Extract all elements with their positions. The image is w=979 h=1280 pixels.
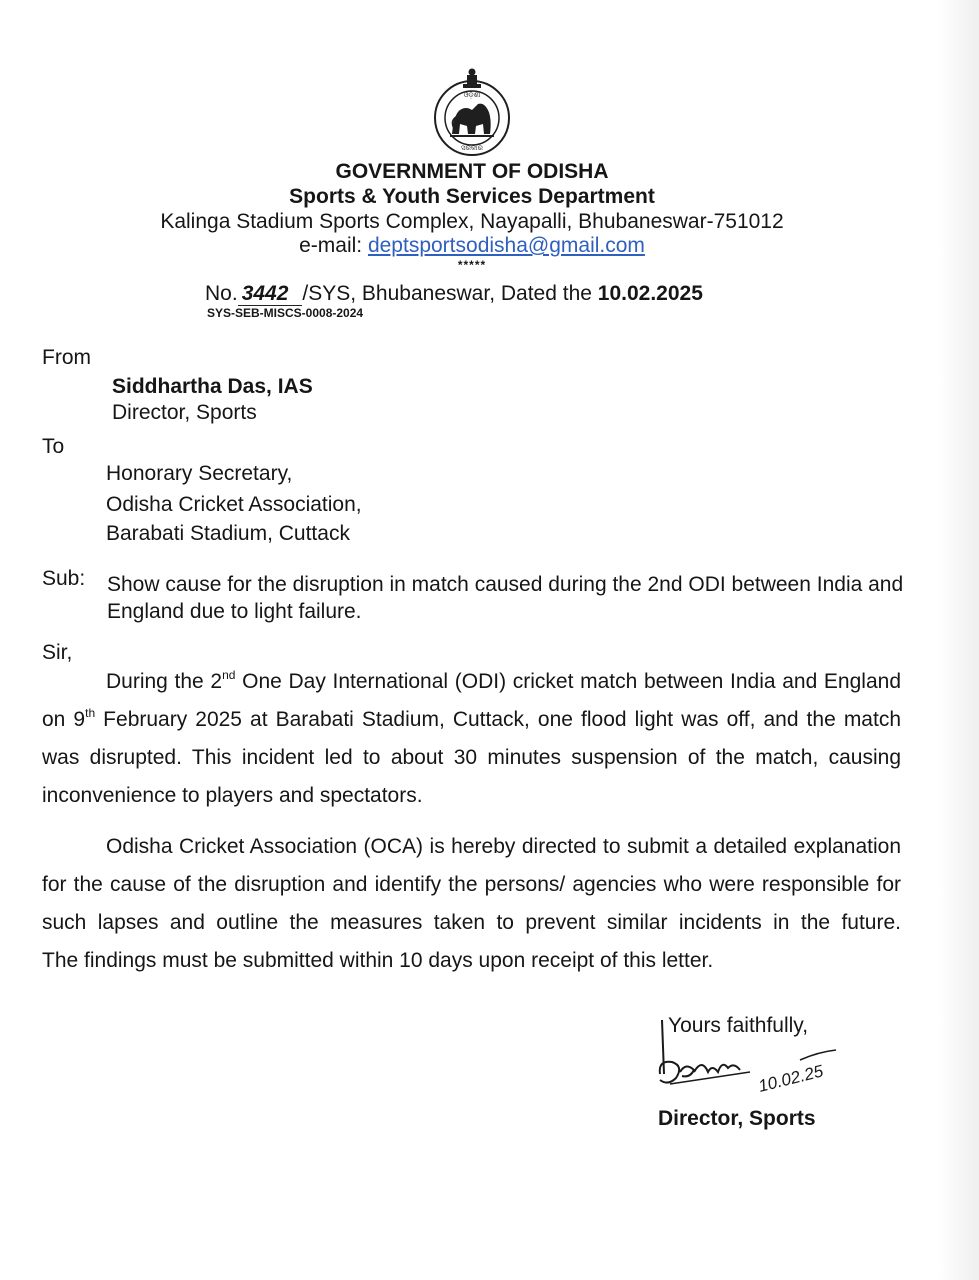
ref-number: 3442 <box>238 282 303 306</box>
department-address: Kalinga Stadium Sports Complex, Nayapalli, Bhubaneswar-751012 <box>160 210 784 233</box>
department-heading: Sports & Youth Services Department <box>289 185 655 208</box>
sender-designation: Director, Sports <box>112 401 257 424</box>
file-reference: SYS-SEB-MISCS-0008-2024 <box>207 306 364 320</box>
handwritten-signature <box>650 1012 850 1117</box>
subject-line-1: Show cause for the disruption in match caused during the 2nd ODI between India and <box>107 573 904 596</box>
reference-line <box>205 282 703 306</box>
odisha-government-seal <box>430 66 514 158</box>
ref-no-prefix: No. <box>205 282 238 305</box>
paragraph-line: such lapses and outline the measures taken to prevent similar incidents in the future. <box>42 911 901 934</box>
paragraph-line: on 9th February 2025 at Barabati Stadium, Cuttack, one flood light was off, and the match <box>42 706 901 731</box>
header-separator: ***** <box>457 258 487 272</box>
sender-name: Siddhartha Das, IAS <box>112 375 313 398</box>
government-heading: GOVERNMENT OF ODISHA <box>335 160 609 183</box>
salutation: Sir, <box>42 641 73 664</box>
seal-text-top: ଓଡ଼ିଶା <box>463 92 481 99</box>
subject-line-2: England due to light failure. <box>107 600 362 623</box>
recipient-address: Barabati Stadium, Cuttack <box>106 522 350 545</box>
signature-date: 10.02.25 <box>756 1061 826 1096</box>
email-label: e-mail: <box>299 234 368 257</box>
to-label: To <box>42 435 65 458</box>
recipient-organization: Odisha Cricket Association, <box>106 493 362 516</box>
ref-suffix: /SYS, Bhubaneswar, Dated the <box>302 282 598 305</box>
email-link[interactable]: deptsportsodisha@gmail.com <box>367 234 645 257</box>
ref-date: 10.02.2025 <box>597 282 703 305</box>
paragraph-line: for the cause of the disruption and identify the persons/ agencies who were responsible for <box>42 873 901 896</box>
body-paragraph-2 <box>42 835 901 987</box>
paragraph-line: was disrupted. This incident led to about 30 minutes suspension of the match, causing <box>42 746 901 769</box>
paragraph-line: inconvenience to players and spectators. <box>42 784 423 807</box>
recipient-title: Honorary Secretary, <box>106 462 293 485</box>
email-line <box>0 234 944 258</box>
page-edge-shadow <box>939 0 979 1280</box>
paragraph-line: The findings must be submitted within 10 days upon receipt of this letter. <box>42 949 714 972</box>
closing-phrase: Yours faithfully, <box>668 1014 809 1037</box>
seal-text-bottom: ସରକାର <box>461 145 483 152</box>
from-label: From <box>42 346 91 369</box>
paragraph-line: Odisha Cricket Association (OCA) is hereby directed to submit a detailed explanation <box>106 835 901 858</box>
signatory-designation: Director, Sports <box>658 1107 816 1130</box>
paragraph-line: During the 2nd One Day International (ODI) cricket match between India and England <box>106 668 901 693</box>
body-paragraph-1 <box>42 670 901 822</box>
subject-label: Sub: <box>42 567 86 590</box>
